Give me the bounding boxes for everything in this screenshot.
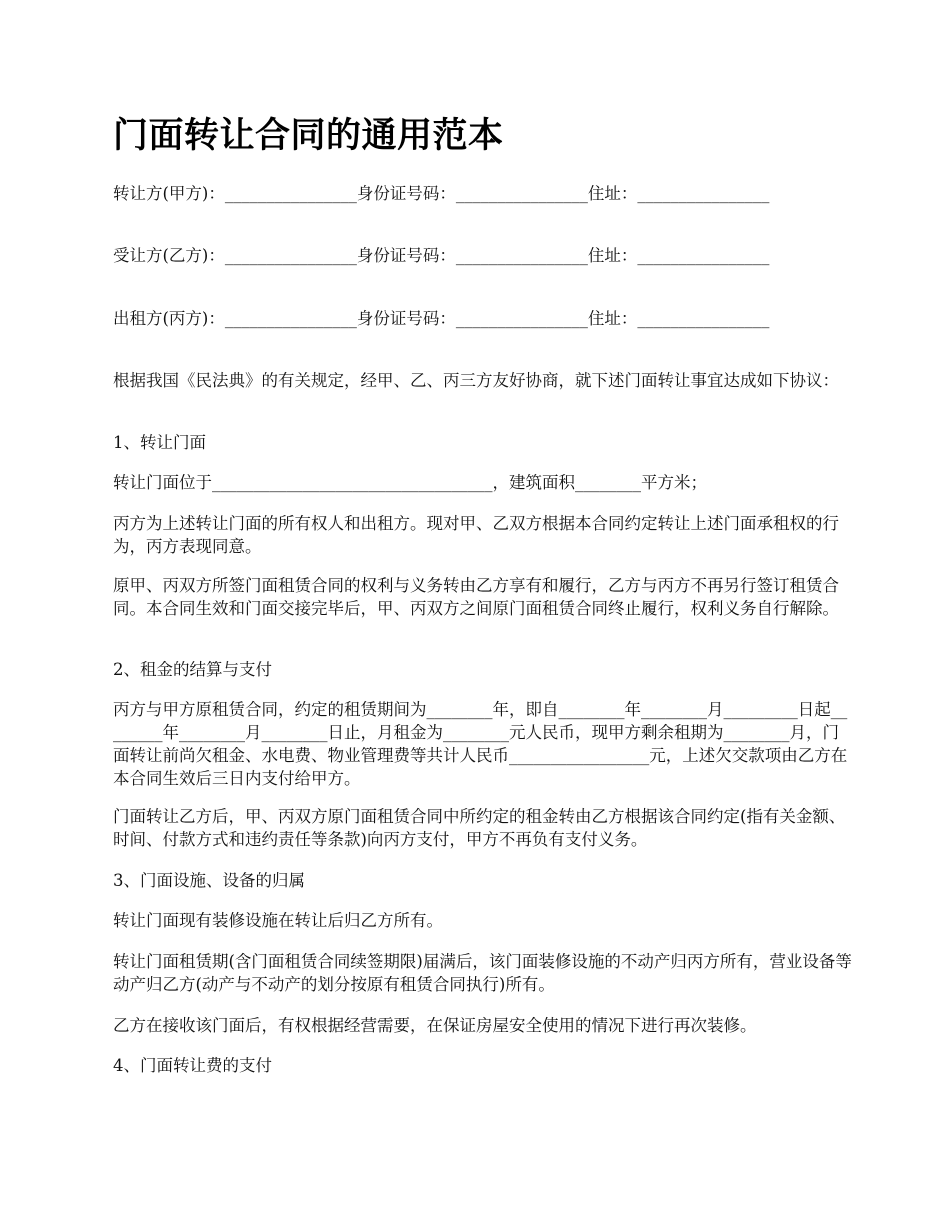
section-heading-3: 3、门面设施、设备的归属 — [113, 871, 305, 890]
section-heading-4: 4、门面转让费的支付 — [113, 1056, 272, 1075]
shop-location-paragraph: 转让门面位于__________________________________，建筑面积________平方米； — [113, 473, 707, 492]
rent-settlement-paragraph: 丙方与甲方原租赁合同，约定的租赁期间为________年，即自________年________月_________日起________年________月________日止，月租金为________元人民币，现甲方剩余租期为________月，门面转让前尚欠租金、水电费、物业管理费等共计人民币_________________元，上述欠交款项由乙方在本合同生效后三日内支付给甲方。 — [113, 700, 848, 788]
rights-transfer-paragraph: 原甲、丙双方所签门面租赁合同的权利与义务转由乙方享有和履行，乙方与丙方不再另行签订租赁合同。本合同生效和门面交接完毕后，甲、丙双方之间原门面租赁合同终止履行，权利义务自行解除。 — [113, 576, 839, 618]
party-b-line: 受让方(乙方)：________________身份证号码：________________住址：________________ — [113, 246, 770, 265]
decoration-ownership-paragraph: 转让门面现有装修设施在转让后归乙方所有。 — [113, 911, 443, 930]
document-title: 门面转让合同的通用范本 — [113, 116, 504, 156]
preamble-paragraph: 根据我国《民法典》的有关规定，经甲、乙、丙三方友好协商，就下述门面转让事宜达成如下协议： — [113, 371, 839, 390]
redecoration-paragraph: 乙方在接收该门面后，有权根据经营需要，在保证房屋安全使用的情况下进行再次装修。 — [113, 1016, 757, 1035]
party-a-line: 转让方(甲方)：________________身份证号码：________________住址：________________ — [113, 184, 770, 203]
section-heading-2: 2、租金的结算与支付 — [113, 660, 272, 679]
lease-expiry-paragraph: 转让门面租赁期(含门面租赁合同续签期限)届满后，该门面装修设施的不动产归丙方所有，营业设备等动产归乙方(动产与不动产的划分按原有租赁合同执行)所有。 — [113, 952, 852, 994]
party-c-line: 出租方(丙方)：________________身份证号码：________________住址：________________ — [113, 309, 770, 328]
owner-consent-paragraph: 丙方为上述转让门面的所有权人和出租方。现对甲、乙双方根据本合同约定转让上述门面承租权的行为，丙方表现同意。 — [113, 514, 839, 556]
section-heading-1: 1、转让门面 — [113, 433, 206, 452]
rent-payment-paragraph: 门面转让乙方后，甲、丙双方原门面租赁合同中所约定的租金转由乙方根据该合同约定(指有关金额、时间、付款方式和违约责任等条款)向丙方支付，甲方不再负有支付义务。 — [113, 807, 846, 849]
